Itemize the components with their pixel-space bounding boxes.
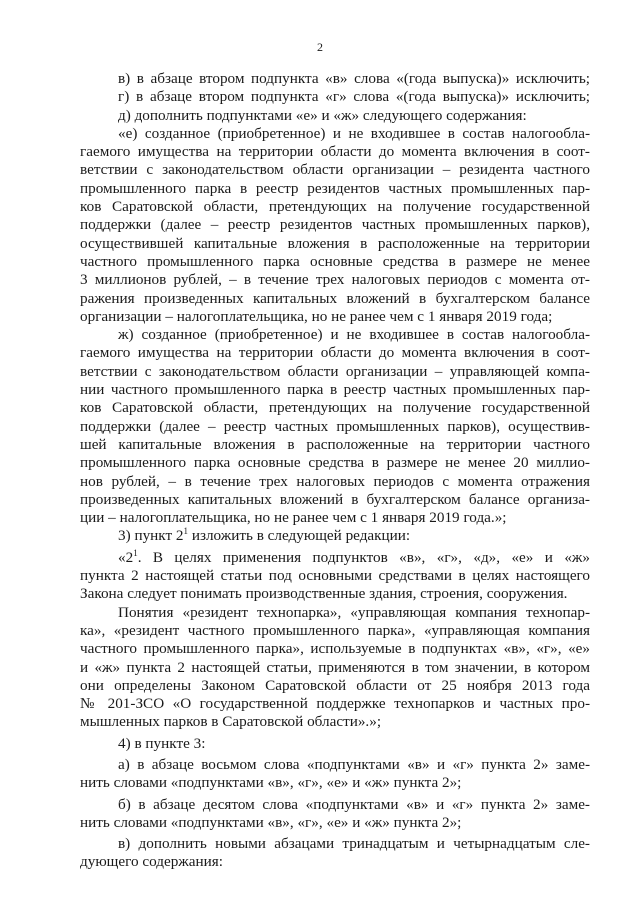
- text-line: ции – налогоплательщика, но не ранее чем с 1 января 2019 года.»;: [80, 509, 507, 527]
- page-number: 2: [317, 40, 323, 54]
- item-3-text: изложить в следующей редакции:: [188, 527, 411, 545]
- text-line: нии частного промышленного парка в реестр частных промышленных пар-: [80, 381, 590, 399]
- text-line: г) в абзаце втором подпункта «г» слова «(года выпуска)» исключить;: [118, 88, 590, 106]
- text-line: 4) в пункте 3:: [118, 734, 206, 752]
- text-line: они определены Законом Саратовской области от 25 ноября 2013 года: [80, 676, 590, 694]
- text-line: ков Саратовской области, претендующих на получение государственной: [80, 198, 590, 216]
- text-line: ветствии с законодательством области организации – резидента частного: [80, 161, 590, 179]
- text-line: пункта 2 настоящей статьи под основными средствами в целях настоящего: [80, 567, 590, 585]
- text-line: [80, 527, 590, 545]
- document-body: [80, 70, 590, 872]
- text-line: ветствии с законодательством области организации – управляющей компа-: [80, 362, 590, 380]
- text-line: ков Саратовской области, претендующих на получение государственной: [80, 399, 590, 417]
- text-line: нов рублей, – в течение трех налоговых периодов с момента отражения: [80, 472, 590, 490]
- text-line: шей капитальные вложения в расположенные на территории частного: [80, 435, 590, 453]
- item-2-1-text: . В целях применения подпунктов «в», «г», «д», «е» и «ж»: [137, 548, 590, 566]
- text-line: частного промышленного парка», используемые в подпунктах «в», «г», «е»: [80, 640, 590, 658]
- text-line: и «ж» пункта 2 настоящей статьи, применяются в том значении, в котором: [80, 658, 590, 676]
- text-line: ка», «резидент частного промышленного парка», «управляющая компания: [80, 621, 590, 639]
- text-line: в) в абзаце втором подпункта «в» слова «(года выпуска)» исключить;: [118, 70, 590, 87]
- text-line: нить словами «подпунктами «в», «г», «е» и «ж» пункта 2»;: [80, 813, 462, 831]
- text-line: б) в абзаце десятом слова «подпунктами «в» и «г» пункта 2» заме-: [118, 795, 590, 813]
- item-2-1-label: «2: [118, 548, 134, 566]
- text-line: организации – налогоплательщика, но не ранее чем с 1 января 2019 года;: [80, 307, 553, 325]
- text-line: поддержки (далее – реестр частных промышленных парков), осуществив-: [80, 417, 590, 435]
- text-line: поддержки (далее – реестр резидентов частных промышленных парков),: [80, 216, 590, 234]
- text-line: ж) созданное (приобретенное) и не входившее в состав налогообла-: [118, 326, 590, 344]
- text-line: Закона следует понимать производственные здания, строения, сооружения.: [80, 585, 568, 603]
- text-line: гаемого имущества на территории области до момента включения в соот-: [80, 143, 590, 161]
- text-line: мышленных парков в Саратовской области».»;: [80, 713, 382, 731]
- text-line: промышленного парка основные средства в размере не менее 20 миллио-: [80, 454, 590, 472]
- text-line: а) в абзаце восьмом слова «подпунктами «в» и «г» пункта 2» заме-: [118, 755, 590, 773]
- text-line: гаемого имущества на территории области до момента включения в соот-: [80, 344, 590, 362]
- text-line: промышленного парка в реестр резидентов частных промышленных пар-: [80, 179, 590, 197]
- text-line: произведенных капитальных вложений в бухгалтерском балансе организа-: [80, 490, 590, 508]
- text-line: ражения произведенных капитальных вложений в бухгалтерском балансе: [80, 289, 590, 307]
- text-line: дующего содержания:: [80, 853, 223, 871]
- superscript: 1: [183, 526, 189, 537]
- superscript: 1: [133, 547, 138, 558]
- text-line: частного промышленного парка основные средства в размере не менее: [80, 252, 590, 270]
- text-line: в) дополнить новыми абзацами тринадцатым и четырнадцатым сле-: [118, 835, 590, 853]
- item-3-label: 3) пункт 2: [118, 527, 184, 545]
- text-line: нить словами «подпунктами «в», «г», «е» и «ж» пункта 2»;: [80, 774, 462, 792]
- text-line: Понятия «резидент технопарка», «управляющая компания технопар-: [118, 603, 590, 621]
- text-line: [80, 549, 590, 567]
- text-line: д) дополнить подпунктами «е» и «ж» следующего содержания:: [118, 106, 527, 124]
- text-line: осуществившей капитальные вложения в расположенные на территории: [80, 234, 590, 252]
- text-line: № 201-ЗСО «О государственной поддержке технопарков и частных про-: [80, 695, 590, 713]
- text-line: «е) созданное (приобретенное) и не входившее в состав налогообла-: [118, 124, 590, 142]
- text-line: 3 миллионов рублей, – в течение трех налоговых периодов с момента от-: [80, 271, 590, 289]
